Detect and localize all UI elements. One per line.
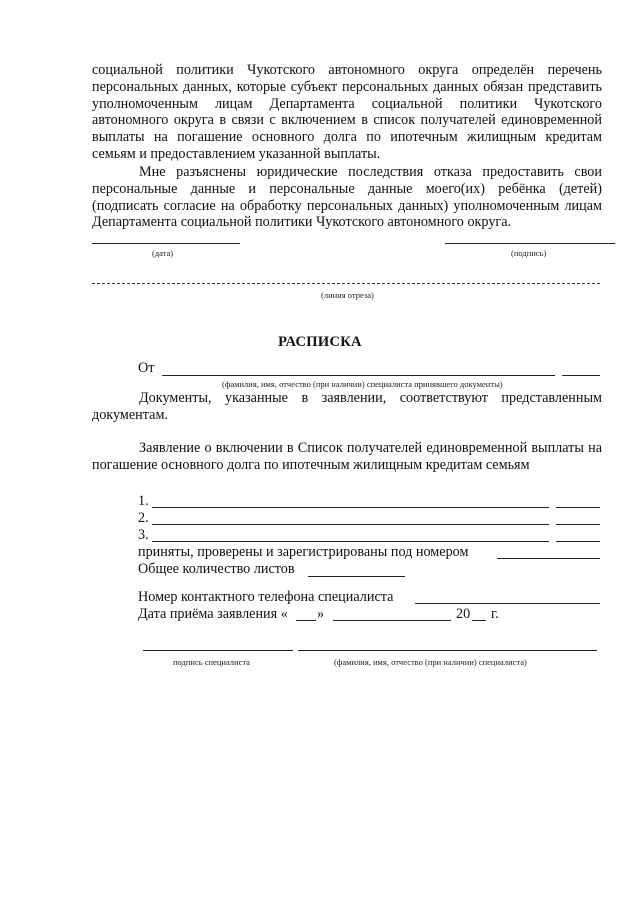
phone-line [415, 603, 600, 604]
item-1-label: 1. [138, 493, 149, 509]
receipt-year-prefix: 20 [456, 606, 471, 622]
consent-paragraph-2: Мне разъяснены юридические последствия отказа предоставить свои персональные данные и персональные данные моего(их) ребёнка (детей) (подписать согласие на обработку персональных данных) уполномоченным лицам Департамента социальной политики Чукотского автономного округа. [92, 164, 602, 231]
item-1-extra-line [556, 507, 600, 508]
item-2-line [152, 524, 549, 525]
cut-caption: (линия отреза) [321, 290, 374, 300]
sheets-count-line [308, 576, 405, 577]
item-3-line [152, 541, 549, 542]
signature-line [445, 243, 615, 244]
date-line [92, 243, 240, 244]
consent-paragraph-1: социальной политики Чукотского автономного округа определён перечень персональных данных, которые субъект персональных данных обязан представить уполномоченным лицам Департамента социальной политики Чукотского автономного округа в связи с включением в список получателей единовременной выплаты на погашение основного долга по ипотечным жилищным кредитам семьям и предоставлением указанной выплаты. [92, 62, 602, 162]
specialist-fullname-caption: (фамилия, имя, отчество (при наличии) специалиста) [334, 657, 527, 667]
specialist-fullname-line [298, 650, 597, 651]
specialist-signature-caption: подпись специалиста [173, 657, 250, 667]
phone-text: Номер контактного телефона специалиста [138, 589, 394, 605]
specialist-caption: (фамилия, имя, отчество (при наличии) специалиста принявшего документы) [222, 379, 503, 389]
item-3-extra-line [556, 541, 600, 542]
receipt-title: РАСПИСКА [278, 334, 362, 350]
item-2-extra-line [556, 524, 600, 525]
cut-line [92, 283, 600, 284]
signature-caption: (подпись) [511, 248, 547, 258]
specialist-name-line [162, 375, 555, 376]
specialist-signature-line [143, 650, 293, 651]
receipt-year-suffix: г. [491, 606, 499, 622]
item-3-label: 3. [138, 527, 149, 543]
receipt-year-line [472, 620, 486, 621]
receipt-day-line [296, 620, 316, 621]
date-caption: (дата) [152, 248, 174, 258]
specialist-extra-line [562, 375, 600, 376]
item-1-line [152, 507, 549, 508]
registration-number-line [497, 558, 600, 559]
from-label: От [138, 360, 155, 376]
sheets-count-text: Общее количество листов [138, 561, 295, 577]
item-2-label: 2. [138, 510, 149, 526]
receipt-date-quote: » [317, 606, 325, 622]
receipt-month-line [333, 620, 451, 621]
receipt-date-label: Дата приёма заявления « [138, 606, 288, 622]
registered-text: приняты, проверены и зарегистрированы под номером [138, 544, 469, 560]
application-text: Заявление о включении в Список получателей единовременной выплаты на погашение основного долга по ипотечным жилищным кредитам семьям [92, 440, 602, 473]
documents-match-text: Документы, указанные в заявлении, соответствуют представленным документам. [92, 390, 602, 423]
